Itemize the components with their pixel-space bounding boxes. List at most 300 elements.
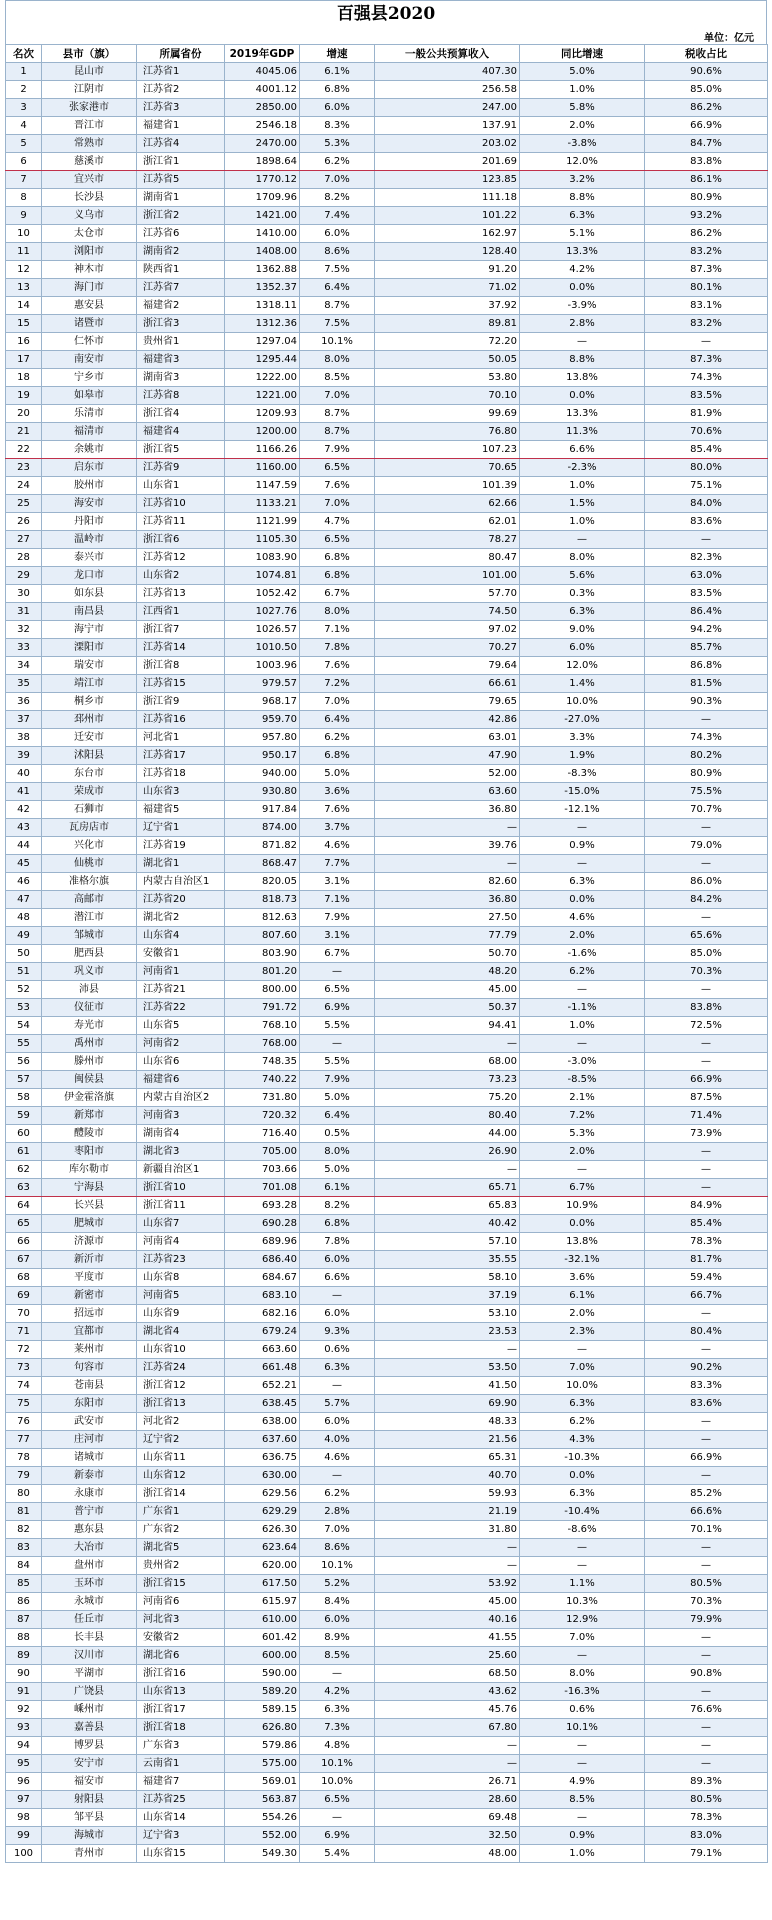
cell-growth: 8.6% xyxy=(300,1539,375,1557)
table-row xyxy=(6,639,768,657)
cell-yoy-growth: 12.0% xyxy=(520,657,645,675)
cell-budget-revenue: 247.00 xyxy=(375,99,520,117)
cell-rank: 83 xyxy=(6,1539,42,1557)
cell-county: 滕州市 xyxy=(42,1053,137,1071)
cell-budget-revenue: — xyxy=(375,1737,520,1755)
table-row xyxy=(6,711,768,729)
cell-rank: 68 xyxy=(6,1269,42,1287)
cell-province: 湖南省3 xyxy=(137,369,225,387)
cell-budget-revenue: 42.86 xyxy=(375,711,520,729)
cell-county: 余姚市 xyxy=(42,441,137,459)
cell-budget-revenue: — xyxy=(375,1539,520,1557)
table-row xyxy=(6,1773,768,1791)
table-row xyxy=(6,495,768,513)
cell-yoy-growth: 6.1% xyxy=(520,1287,645,1305)
header-row xyxy=(6,45,768,63)
cell-province: 江苏省12 xyxy=(137,549,225,567)
cell-budget-revenue: 50.37 xyxy=(375,999,520,1017)
table-row xyxy=(6,423,768,441)
cell-budget-revenue: 63.01 xyxy=(375,729,520,747)
table-row xyxy=(6,1755,768,1773)
cell-county: 东台市 xyxy=(42,765,137,783)
table-row xyxy=(6,891,768,909)
cell-tax-share: 85.4% xyxy=(645,1215,768,1233)
cell-growth: 7.9% xyxy=(300,441,375,459)
cell-county: 邹平县 xyxy=(42,1809,137,1827)
table-row xyxy=(6,1287,768,1305)
cell-gdp: 768.10 xyxy=(225,1017,300,1035)
table-row xyxy=(6,783,768,801)
cell-county: 莱州市 xyxy=(42,1341,137,1359)
table-row xyxy=(6,1575,768,1593)
cell-rank: 57 xyxy=(6,1071,42,1089)
cell-gdp: 1200.00 xyxy=(225,423,300,441)
cell-budget-revenue: 203.02 xyxy=(375,135,520,153)
cell-growth: 6.2% xyxy=(300,1485,375,1503)
cell-yoy-growth: 4.9% xyxy=(520,1773,645,1791)
table-row xyxy=(6,1665,768,1683)
table-row xyxy=(6,1647,768,1665)
cell-province: 山东省2 xyxy=(137,567,225,585)
ranking-table xyxy=(5,44,768,1863)
table-row xyxy=(6,243,768,261)
cell-yoy-growth: 2.0% xyxy=(520,927,645,945)
cell-gdp: 1105.30 xyxy=(225,531,300,549)
cell-growth: 6.0% xyxy=(300,225,375,243)
cell-gdp: 2850.00 xyxy=(225,99,300,117)
cell-county: 库尔勒市 xyxy=(42,1161,137,1179)
table-row xyxy=(6,927,768,945)
cell-rank: 20 xyxy=(6,405,42,423)
cell-tax-share: 70.3% xyxy=(645,1593,768,1611)
cell-tax-share: 86.4% xyxy=(645,603,768,621)
cell-province: 江苏省9 xyxy=(137,459,225,477)
cell-rank: 4 xyxy=(6,117,42,135)
cell-budget-revenue: 70.27 xyxy=(375,639,520,657)
cell-gdp: 629.56 xyxy=(225,1485,300,1503)
cell-tax-share: — xyxy=(645,1467,768,1485)
cell-county: 高邮市 xyxy=(42,891,137,909)
cell-gdp: 803.90 xyxy=(225,945,300,963)
cell-tax-share: 70.6% xyxy=(645,423,768,441)
cell-growth: — xyxy=(300,963,375,981)
table-row xyxy=(6,1683,768,1701)
cell-province: 浙江省9 xyxy=(137,693,225,711)
cell-budget-revenue: 101.39 xyxy=(375,477,520,495)
cell-budget-revenue: 65.83 xyxy=(375,1197,520,1215)
cell-budget-revenue: 101.00 xyxy=(375,567,520,585)
cell-county: 瑞安市 xyxy=(42,657,137,675)
cell-yoy-growth: 4.6% xyxy=(520,909,645,927)
cell-rank: 33 xyxy=(6,639,42,657)
cell-province: 福建省7 xyxy=(137,1773,225,1791)
cell-gdp: 950.17 xyxy=(225,747,300,765)
cell-province: 辽宁省1 xyxy=(137,819,225,837)
cell-gdp: 552.00 xyxy=(225,1827,300,1845)
cell-gdp: 768.00 xyxy=(225,1035,300,1053)
cell-gdp: 703.66 xyxy=(225,1161,300,1179)
cell-budget-revenue: 123.85 xyxy=(375,171,520,189)
cell-yoy-growth: 1.0% xyxy=(520,1845,645,1863)
cell-growth: 10.1% xyxy=(300,1755,375,1773)
cell-province: 贵州省1 xyxy=(137,333,225,351)
cell-budget-revenue: 111.18 xyxy=(375,189,520,207)
cell-gdp: 917.84 xyxy=(225,801,300,819)
cell-gdp: 690.28 xyxy=(225,1215,300,1233)
cell-tax-share: 83.6% xyxy=(645,513,768,531)
cell-county: 新沂市 xyxy=(42,1251,137,1269)
cell-yoy-growth: 13.8% xyxy=(520,369,645,387)
cell-budget-revenue: 44.00 xyxy=(375,1125,520,1143)
cell-rank: 96 xyxy=(6,1773,42,1791)
cell-rank: 51 xyxy=(6,963,42,981)
cell-yoy-growth: — xyxy=(520,1557,645,1575)
cell-growth: 7.8% xyxy=(300,639,375,657)
cell-province: 福建省5 xyxy=(137,801,225,819)
cell-tax-share: 93.2% xyxy=(645,207,768,225)
cell-budget-revenue: 28.60 xyxy=(375,1791,520,1809)
cell-province: 山东省5 xyxy=(137,1017,225,1035)
table-row xyxy=(6,567,768,585)
cell-growth: 4.6% xyxy=(300,837,375,855)
cell-tax-share: 86.0% xyxy=(645,873,768,891)
cell-rank: 32 xyxy=(6,621,42,639)
cell-tax-share: 85.0% xyxy=(645,81,768,99)
cell-gdp: 589.20 xyxy=(225,1683,300,1701)
cell-yoy-growth: — xyxy=(520,981,645,999)
cell-growth: 5.0% xyxy=(300,765,375,783)
cell-tax-share: 79.1% xyxy=(645,1845,768,1863)
cell-growth: 8.9% xyxy=(300,1629,375,1647)
cell-tax-share: 80.1% xyxy=(645,279,768,297)
cell-tax-share: 74.3% xyxy=(645,729,768,747)
cell-county: 寿光市 xyxy=(42,1017,137,1035)
table-row xyxy=(6,63,768,81)
cell-county: 宜兴市 xyxy=(42,171,137,189)
cell-tax-share: 86.1% xyxy=(645,171,768,189)
table-row xyxy=(6,675,768,693)
cell-province: 福建省4 xyxy=(137,423,225,441)
table-row xyxy=(6,729,768,747)
cell-county: 长丰县 xyxy=(42,1629,137,1647)
cell-growth: 6.5% xyxy=(300,531,375,549)
cell-county: 肥城市 xyxy=(42,1215,137,1233)
cell-tax-share: 89.3% xyxy=(645,1773,768,1791)
cell-budget-revenue: 72.20 xyxy=(375,333,520,351)
cell-yoy-growth: 8.5% xyxy=(520,1791,645,1809)
table-row xyxy=(6,1485,768,1503)
cell-tax-share: 90.8% xyxy=(645,1665,768,1683)
cell-gdp: 1160.00 xyxy=(225,459,300,477)
cell-growth: 4.6% xyxy=(300,1449,375,1467)
cell-county: 邹城市 xyxy=(42,927,137,945)
cell-gdp: 1410.00 xyxy=(225,225,300,243)
cell-growth: 6.8% xyxy=(300,549,375,567)
header-growth: 增速 xyxy=(300,45,375,63)
cell-budget-revenue: 41.50 xyxy=(375,1377,520,1395)
cell-growth: 6.5% xyxy=(300,459,375,477)
cell-budget-revenue: 57.10 xyxy=(375,1233,520,1251)
cell-budget-revenue: 41.55 xyxy=(375,1629,520,1647)
cell-county: 射阳县 xyxy=(42,1791,137,1809)
cell-province: 广东省3 xyxy=(137,1737,225,1755)
cell-province: 内蒙古自治区2 xyxy=(137,1089,225,1107)
cell-gdp: 1074.81 xyxy=(225,567,300,585)
cell-province: 山东省4 xyxy=(137,927,225,945)
cell-gdp: 686.40 xyxy=(225,1251,300,1269)
cell-county: 如东县 xyxy=(42,585,137,603)
cell-tax-share: — xyxy=(645,1143,768,1161)
cell-county: 潜江市 xyxy=(42,909,137,927)
cell-county: 南安市 xyxy=(42,351,137,369)
header-gdp: 2019年GDP xyxy=(225,45,300,63)
table-row xyxy=(6,189,768,207)
cell-yoy-growth: 12.0% xyxy=(520,153,645,171)
cell-yoy-growth: 7.2% xyxy=(520,1107,645,1125)
cell-county: 温岭市 xyxy=(42,531,137,549)
table-row xyxy=(6,1449,768,1467)
table-row xyxy=(6,405,768,423)
table-row xyxy=(6,963,768,981)
cell-budget-revenue: 78.27 xyxy=(375,531,520,549)
cell-gdp: 563.87 xyxy=(225,1791,300,1809)
cell-gdp: 871.82 xyxy=(225,837,300,855)
cell-yoy-growth: 1.0% xyxy=(520,81,645,99)
cell-yoy-growth: -10.4% xyxy=(520,1503,645,1521)
table-row xyxy=(6,1809,768,1827)
cell-growth: 6.1% xyxy=(300,63,375,81)
cell-gdp: 1221.00 xyxy=(225,387,300,405)
cell-growth: 4.2% xyxy=(300,1683,375,1701)
table-row xyxy=(6,333,768,351)
header-county: 县市（旗） xyxy=(42,45,137,63)
header-budget-revenue: 一般公共预算收入 xyxy=(375,45,520,63)
cell-province: 浙江省5 xyxy=(137,441,225,459)
cell-budget-revenue: 45.00 xyxy=(375,1593,520,1611)
cell-county: 沭阳县 xyxy=(42,747,137,765)
table-row xyxy=(6,315,768,333)
cell-county: 汉川市 xyxy=(42,1647,137,1665)
table-row xyxy=(6,873,768,891)
cell-growth: 6.2% xyxy=(300,153,375,171)
cell-rank: 60 xyxy=(6,1125,42,1143)
cell-tax-share: 90.6% xyxy=(645,63,768,81)
cell-rank: 84 xyxy=(6,1557,42,1575)
cell-province: 山东省14 xyxy=(137,1809,225,1827)
cell-gdp: 701.08 xyxy=(225,1179,300,1197)
cell-yoy-growth: 5.1% xyxy=(520,225,645,243)
cell-budget-revenue: 91.20 xyxy=(375,261,520,279)
cell-yoy-growth: 0.6% xyxy=(520,1701,645,1719)
table-row xyxy=(6,1719,768,1737)
cell-yoy-growth: 0.0% xyxy=(520,891,645,909)
cell-rank: 64 xyxy=(6,1197,42,1215)
table-row xyxy=(6,981,768,999)
cell-gdp: 638.00 xyxy=(225,1413,300,1431)
cell-rank: 61 xyxy=(6,1143,42,1161)
cell-rank: 9 xyxy=(6,207,42,225)
cell-county: 武安市 xyxy=(42,1413,137,1431)
table-row xyxy=(6,1629,768,1647)
cell-county: 福清市 xyxy=(42,423,137,441)
cell-province: 浙江省14 xyxy=(137,1485,225,1503)
cell-growth: 5.0% xyxy=(300,1089,375,1107)
cell-gdp: 959.70 xyxy=(225,711,300,729)
cell-province: 新疆自治区1 xyxy=(137,1161,225,1179)
cell-growth: 8.7% xyxy=(300,405,375,423)
cell-growth: 6.0% xyxy=(300,99,375,117)
cell-tax-share: 66.9% xyxy=(645,1071,768,1089)
table-row xyxy=(6,477,768,495)
cell-yoy-growth: 4.3% xyxy=(520,1431,645,1449)
cell-tax-share: — xyxy=(645,1305,768,1323)
cell-rank: 48 xyxy=(6,909,42,927)
cell-gdp: 807.60 xyxy=(225,927,300,945)
table-row xyxy=(6,1071,768,1089)
cell-gdp: 731.80 xyxy=(225,1089,300,1107)
table-row xyxy=(6,765,768,783)
cell-gdp: 637.60 xyxy=(225,1431,300,1449)
cell-province: 江苏省10 xyxy=(137,495,225,513)
cell-yoy-growth: 1.1% xyxy=(520,1575,645,1593)
cell-rank: 70 xyxy=(6,1305,42,1323)
cell-province: 湖北省2 xyxy=(137,909,225,927)
cell-county: 溧阳市 xyxy=(42,639,137,657)
cell-rank: 53 xyxy=(6,999,42,1017)
cell-yoy-growth: 1.4% xyxy=(520,675,645,693)
cell-growth: 6.4% xyxy=(300,711,375,729)
cell-rank: 10 xyxy=(6,225,42,243)
cell-rank: 88 xyxy=(6,1629,42,1647)
cell-growth: 7.9% xyxy=(300,1071,375,1089)
cell-gdp: 800.00 xyxy=(225,981,300,999)
cell-budget-revenue: 23.53 xyxy=(375,1323,520,1341)
table-row xyxy=(6,225,768,243)
cell-growth: 7.8% xyxy=(300,1233,375,1251)
cell-budget-revenue: 63.60 xyxy=(375,783,520,801)
cell-county: 济源市 xyxy=(42,1233,137,1251)
table-row xyxy=(6,1845,768,1863)
cell-province: 浙江省10 xyxy=(137,1179,225,1197)
cell-county: 闽侯县 xyxy=(42,1071,137,1089)
cell-gdp: 801.20 xyxy=(225,963,300,981)
cell-province: 河南省5 xyxy=(137,1287,225,1305)
cell-budget-revenue: 137.91 xyxy=(375,117,520,135)
cell-county: 嵊州市 xyxy=(42,1701,137,1719)
cell-growth: 6.3% xyxy=(300,1701,375,1719)
table-row xyxy=(6,1125,768,1143)
table-row xyxy=(6,585,768,603)
cell-growth: 7.7% xyxy=(300,855,375,873)
cell-province: 安徽省2 xyxy=(137,1629,225,1647)
cell-province: 江苏省16 xyxy=(137,711,225,729)
table-row xyxy=(6,1503,768,1521)
cell-growth: 6.4% xyxy=(300,279,375,297)
cell-county: 南昌县 xyxy=(42,603,137,621)
cell-gdp: 791.72 xyxy=(225,999,300,1017)
cell-gdp: 1408.00 xyxy=(225,243,300,261)
cell-budget-revenue: 162.97 xyxy=(375,225,520,243)
cell-yoy-growth: 3.6% xyxy=(520,1269,645,1287)
cell-growth: — xyxy=(300,1809,375,1827)
cell-rank: 92 xyxy=(6,1701,42,1719)
cell-growth: 7.2% xyxy=(300,675,375,693)
table-row xyxy=(6,909,768,927)
cell-yoy-growth: — xyxy=(520,1647,645,1665)
cell-growth: 2.8% xyxy=(300,1503,375,1521)
cell-budget-revenue: 65.71 xyxy=(375,1179,520,1197)
cell-province: 福建省1 xyxy=(137,117,225,135)
cell-budget-revenue: 52.00 xyxy=(375,765,520,783)
cell-budget-revenue: 201.69 xyxy=(375,153,520,171)
cell-yoy-growth: 5.8% xyxy=(520,99,645,117)
cell-yoy-growth: 6.7% xyxy=(520,1179,645,1197)
cell-gdp: 1027.76 xyxy=(225,603,300,621)
cell-tax-share: — xyxy=(645,333,768,351)
cell-rank: 35 xyxy=(6,675,42,693)
cell-county: 靖江市 xyxy=(42,675,137,693)
cell-county: 海宁市 xyxy=(42,621,137,639)
cell-budget-revenue: 21.19 xyxy=(375,1503,520,1521)
cell-growth: 10.0% xyxy=(300,1773,375,1791)
cell-growth: 8.2% xyxy=(300,189,375,207)
cell-tax-share: 86.2% xyxy=(645,99,768,117)
cell-province: 安徽省1 xyxy=(137,945,225,963)
cell-tax-share: — xyxy=(645,855,768,873)
cell-province: 江苏省6 xyxy=(137,225,225,243)
cell-growth: 7.1% xyxy=(300,891,375,909)
table-row xyxy=(6,1197,768,1215)
cell-gdp: 1209.93 xyxy=(225,405,300,423)
cell-budget-revenue: 68.50 xyxy=(375,1665,520,1683)
cell-growth: 7.4% xyxy=(300,207,375,225)
cell-tax-share: — xyxy=(645,1629,768,1647)
cell-gdp: 968.17 xyxy=(225,693,300,711)
cell-yoy-growth: 5.0% xyxy=(520,63,645,81)
cell-tax-share: 81.5% xyxy=(645,675,768,693)
cell-gdp: 636.75 xyxy=(225,1449,300,1467)
cell-rank: 34 xyxy=(6,657,42,675)
cell-rank: 82 xyxy=(6,1521,42,1539)
cell-tax-share: 83.1% xyxy=(645,297,768,315)
table-row xyxy=(6,1053,768,1071)
cell-yoy-growth: 2.1% xyxy=(520,1089,645,1107)
cell-tax-share: 87.3% xyxy=(645,351,768,369)
cell-gdp: 1709.96 xyxy=(225,189,300,207)
cell-rank: 19 xyxy=(6,387,42,405)
cell-county: 海城市 xyxy=(42,1827,137,1845)
cell-tax-share: 66.9% xyxy=(645,1449,768,1467)
cell-growth: 8.6% xyxy=(300,243,375,261)
header-tax-share: 税收占比 xyxy=(645,45,768,63)
cell-county: 龙口市 xyxy=(42,567,137,585)
cell-county: 诸暨市 xyxy=(42,315,137,333)
cell-tax-share: 94.2% xyxy=(645,621,768,639)
cell-budget-revenue: — xyxy=(375,1161,520,1179)
cell-tax-share: — xyxy=(645,1413,768,1431)
cell-province: 江苏省15 xyxy=(137,675,225,693)
cell-rank: 95 xyxy=(6,1755,42,1773)
cell-county: 永城市 xyxy=(42,1593,137,1611)
cell-rank: 39 xyxy=(6,747,42,765)
cell-rank: 62 xyxy=(6,1161,42,1179)
cell-growth: 7.0% xyxy=(300,693,375,711)
cell-province: 云南省1 xyxy=(137,1755,225,1773)
cell-rank: 46 xyxy=(6,873,42,891)
cell-budget-revenue: 50.70 xyxy=(375,945,520,963)
cell-province: 江苏省7 xyxy=(137,279,225,297)
cell-rank: 28 xyxy=(6,549,42,567)
